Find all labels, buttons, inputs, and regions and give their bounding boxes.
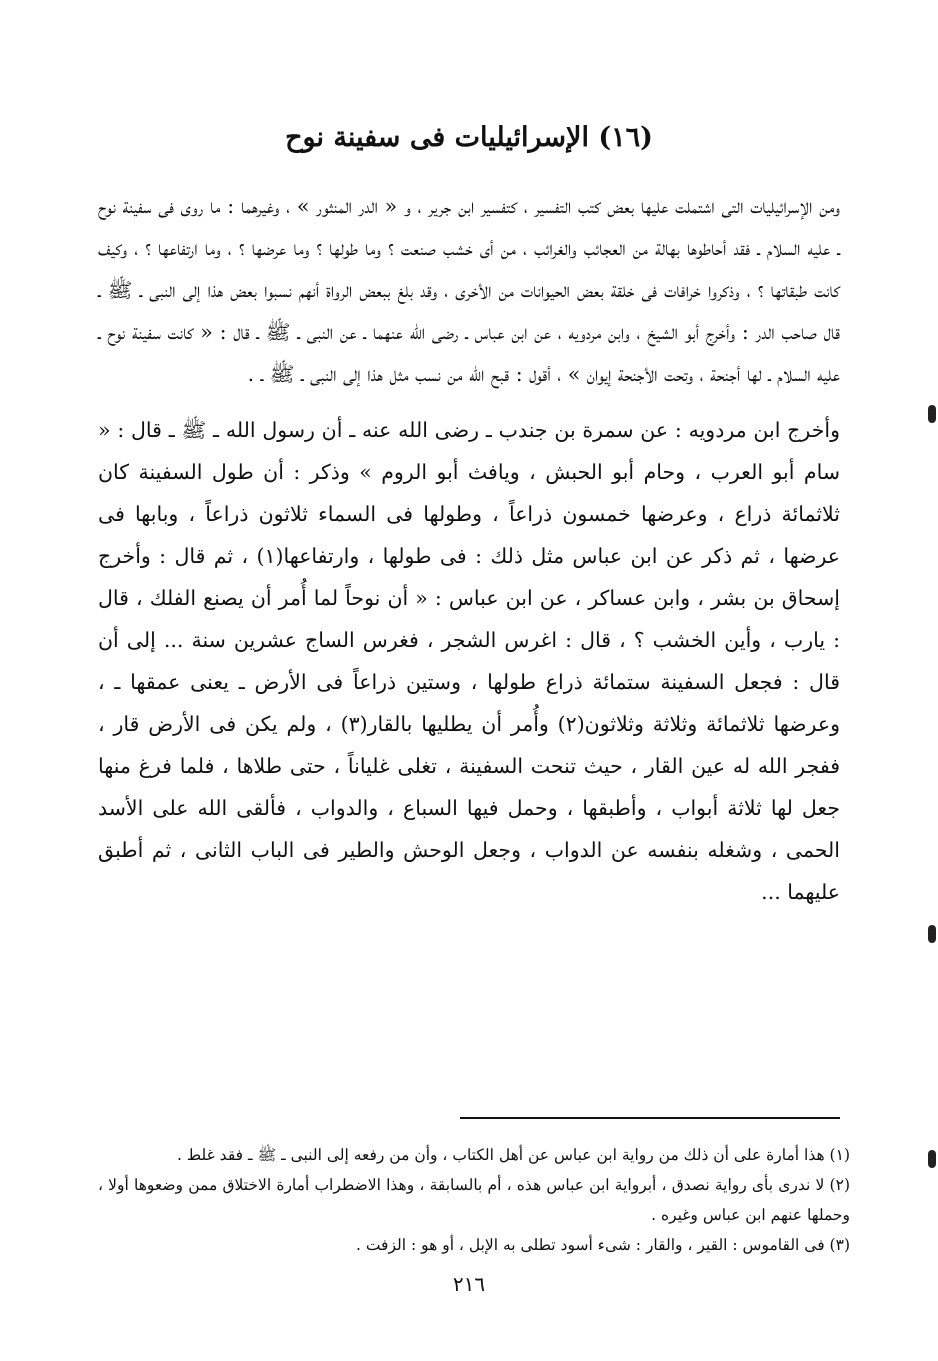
paragraph-1: ومن الإسرائيليات التى اشتملت عليها بعض كتب التفسير ، كتفسير ابن جرير ، و « الدر المنثور » ، وغيرهما : ما روى فى سفينة نوح ـ عليه السلام ـ فقد أحاطوها بهالة من العجائب والغرائب ، من أى خشب صنعت ؟ وما طولها ؟ وما عرضها ؟ ، وما ارتفاعها ؟ ، وكيف كانت طبقاتها ؟ ، وذكروا خرافات فى خلقة بعض الحيوانات من الأخرى ، وقد بلغ ببعض الرواة أنهم نسبوا بعض هذا إلى النبى ـ ﷺ ـ قال صاحب الدر : وأخرج أبو الشيخ ، وابن مردويه ، عن ابن عباس ـ رضى الله عنهما ـ عن النبى ـ ﷺ ـ قال : « كانت سفينة نوح ـ عليه السلام ـ لها أجنحة ، وتحت الأجنحة إيوان » ، أقول : قبح الله من نسب مثل هذا إلى النبى ـ ﷺ ـ . <box>98 194 840 386</box>
paragraph-2: وأخرج ابن مردويه : عن سمرة بن جندب ـ رضى الله عنه ـ أن رسول الله ـ ﷺ ـ قال : « سام أبو العرب ، وحام أبو الحبش ، ويافث أبو الروم » وذكر : أن طول السفينة كان ثلاثمائة ذراع ، وعرضها خمسون ذراعاً ، وطولها فى السماء ثلاثون ذراعاً ، وبابها فى عرضها ، ثم ذكر عن ابن عباس مثل ذلك : فى طولها ، وارتفاعها(١) ، ثم قال : وأخرج إسحاق بن بشر ، وابن عساكر ، عن ابن عباس : « أن نوحاً لما أُمر أن يصنع الفلك ، قال : يارب ، وأين الخشب ؟ ، قال : اغرس الشجر ، فغرس الساج عشرين سنة ... إلى أن قال : فجعل السفينة ستمائة ذراع طولها ، وستين ذراعاً فى الأرض ـ يعنى عمقها ـ ، وعرضها ثلاثمائة وثلاثة وثلاثون(٢) وأُمر أن يطليها بالقار(٣) ، ولم يكن فى الأرض قار ، ففجر الله له عين القار ، حيث تنحت السفينة ، تغلى غلياناً ، حتى طلاها ، فلما فرغ منها جعل لها ثلاثة أبواب ، وأطبقها ، وحمل فيها السباع ، والدواب ، فألقى الله على الأسد الحمى ، وشغله بنفسه عن الدواب ، وجعل الوحش والطير فى الباب الثانى ، ثم أطبق عليهما ... <box>98 418 840 904</box>
binding-mark <box>928 925 936 943</box>
footnotes <box>98 1140 850 1260</box>
footnote-separator <box>460 1117 840 1119</box>
footnote-2: (٢) لا ندرى بأى رواية نصدق ، أبرواية ابن عباس هذه ، أم بالسابقة ، وهذا الاضطراب أمارة الاختلاق ممن وضعوها أولا ، وحملها عنهم ابن عباس وغيره . <box>98 1176 850 1224</box>
footnote-1: (١) هذا أمارة على أن ذلك من رواية ابن عباس عن أهل الكتاب ، وأن من رفعه إلى النبى ـ ﷺ ـ فقد غلط . <box>176 1146 850 1164</box>
binding-mark <box>928 405 936 423</box>
footnote-3: (٣) فى القاموس : القير ، والقار : شىء أسود تطلى به الإبل ، أو هو : الزفت . <box>355 1236 850 1254</box>
binding-mark <box>928 1150 936 1168</box>
main-text <box>98 185 840 913</box>
page-number: ٢١٦ <box>452 1272 486 1296</box>
chapter-title: (١٦) الإسرائيليات فى سفينة نوح <box>285 122 653 153</box>
